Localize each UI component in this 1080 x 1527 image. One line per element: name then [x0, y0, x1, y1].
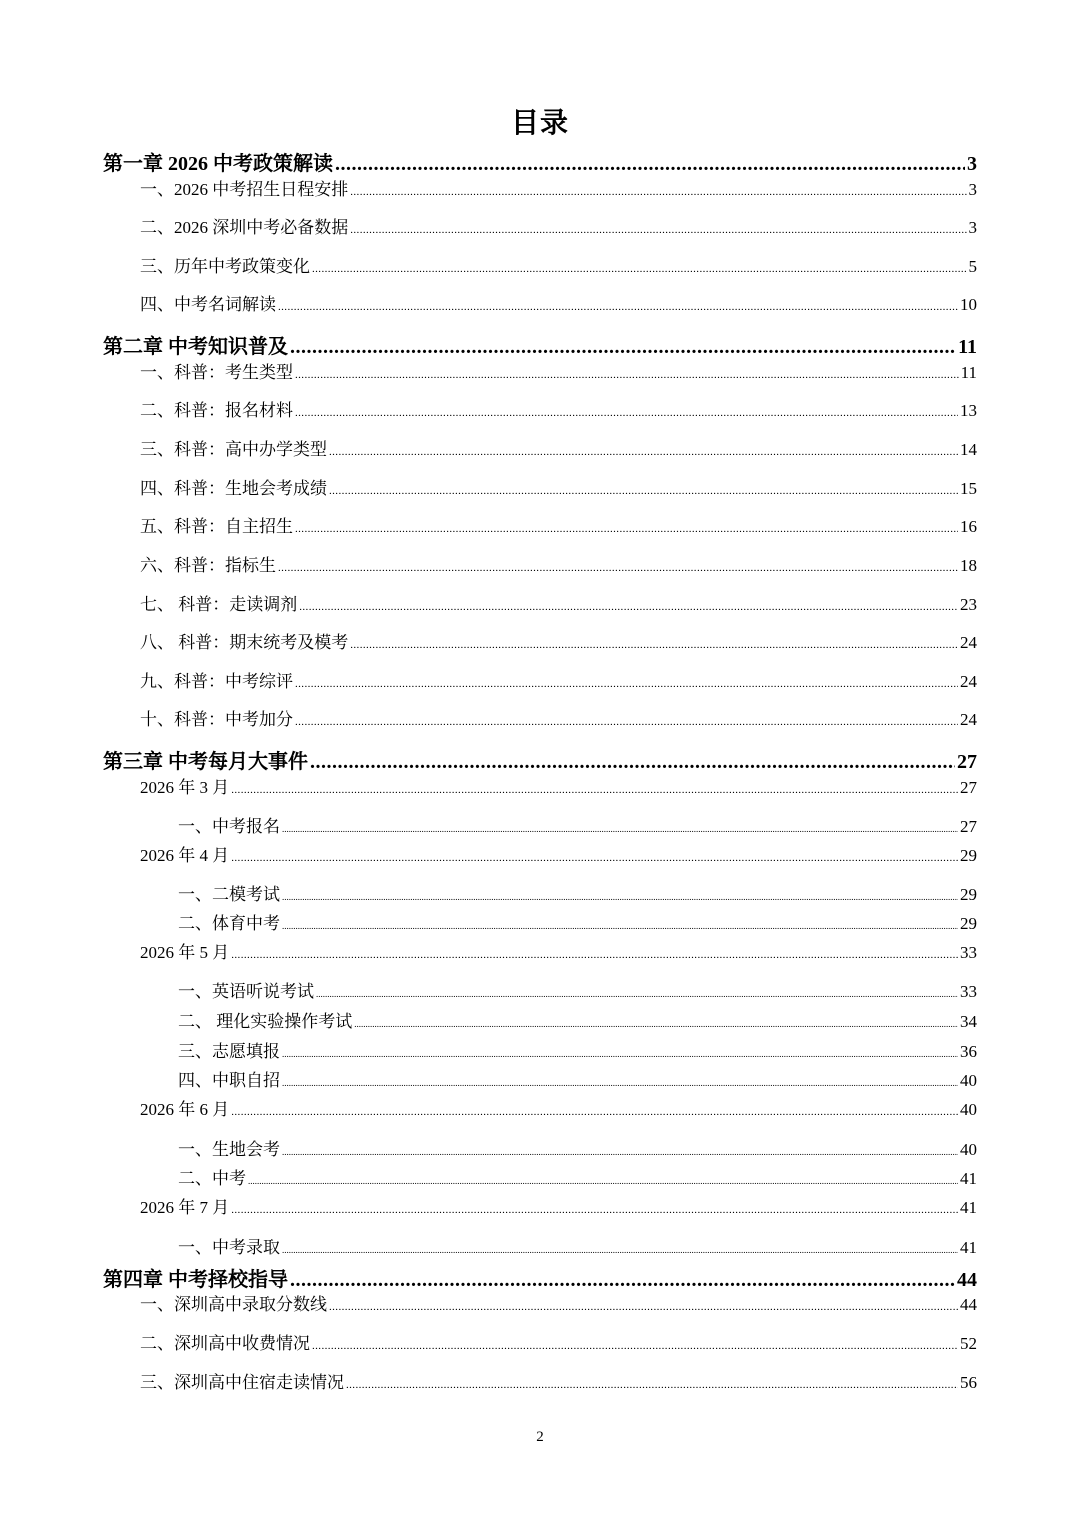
toc-entry-label: 二、深圳高中收费情况 [140, 1334, 310, 1353]
toc-entry-label: 二、科普：报名材料 [140, 401, 293, 420]
toc-entry-page: 10 [960, 295, 977, 314]
toc-entry-label: 六、科普：指标生 [140, 556, 276, 575]
toc-entry-page: 41 [960, 1238, 977, 1257]
toc-entry-label: 一、深圳高中录取分数线 [140, 1295, 327, 1314]
dot-leader [282, 1245, 958, 1255]
toc-entry-page: 27 [957, 751, 977, 773]
dot-leader [295, 678, 958, 690]
toc-entry-page: 3 [968, 218, 977, 237]
dot-leader [278, 562, 958, 574]
toc-entry-month[interactable] [140, 1193, 977, 1218]
toc-entry-label: 四、中职自招 [178, 1071, 280, 1090]
toc-entry-section[interactable] [140, 474, 977, 499]
dot-leader [282, 892, 958, 902]
toc-entry-label: 一、二模考试 [178, 885, 280, 904]
toc-entry-label: 一、2026 中考招生日程安排 [140, 180, 349, 199]
dot-leader [299, 601, 958, 613]
dot-leader [278, 301, 958, 313]
toc-entry-subsection[interactable] [178, 880, 977, 905]
toc-entry-section[interactable] [140, 213, 977, 238]
dot-leader [282, 1049, 958, 1059]
dot-leader [295, 369, 959, 381]
toc-entry-label: 一、生地会考 [178, 1140, 280, 1159]
toc-entry-label: 第四章 中考择校指导 [103, 1269, 288, 1291]
page-title: 目录 [510, 108, 569, 139]
toc-entry-page: 13 [960, 401, 977, 420]
toc-entry-page: 24 [960, 710, 977, 729]
dot-leader [350, 639, 958, 651]
toc-entry-page: 40 [960, 1100, 977, 1119]
toc-entry-page: 5 [968, 257, 977, 276]
toc-entry-label: 八、 科普：期末统考及模考 [140, 633, 349, 652]
toc-entry-label: 2026 年 3 月 [140, 778, 230, 797]
toc-entry-page: 29 [960, 885, 977, 904]
toc-entry-subsection[interactable] [178, 1037, 977, 1062]
toc-entry-page: 44 [957, 1269, 977, 1291]
toc-entry-label: 五、科普：自主招生 [140, 517, 293, 536]
toc-entry-label: 三、历年中考政策变化 [140, 257, 310, 276]
toc-entry-section[interactable] [140, 512, 977, 537]
dot-leader [312, 1340, 958, 1352]
toc-entry-page: 23 [960, 595, 977, 614]
toc-entry-label: 二、 理化实验操作考试 [178, 1012, 353, 1031]
toc-entry-label: 七、 科普：走读调剂 [140, 595, 298, 614]
dot-leader [231, 784, 958, 796]
toc-entry-page: 41 [960, 1169, 977, 1188]
toc-entry-label: 九、科普：中考综评 [140, 672, 293, 691]
toc-entry-label: 三、科普：高中办学类型 [140, 440, 327, 459]
toc-entry-section[interactable] [140, 628, 977, 653]
toc-entry-chapter-3[interactable] [103, 745, 977, 774]
dot-leader [282, 921, 958, 931]
toc-entry-page: 29 [960, 846, 977, 865]
dot-leader [231, 1106, 958, 1118]
dot-leader [316, 989, 958, 999]
toc-entry-label: 二、中考 [178, 1169, 246, 1188]
toc-entry-section[interactable] [140, 1290, 977, 1315]
toc-entry-label: 三、志愿填报 [178, 1042, 280, 1061]
toc-entry-label: 2026 年 7 月 [140, 1198, 230, 1217]
toc-entry-section[interactable] [140, 1368, 977, 1393]
toc-entry-subsection[interactable] [178, 1066, 977, 1091]
page-number: 2 [536, 1429, 544, 1445]
dot-leader [335, 153, 965, 176]
toc-entry-label: 一、中考录取 [178, 1238, 280, 1257]
toc-entry-section[interactable] [140, 705, 977, 730]
toc-entry-subsection[interactable] [178, 1007, 977, 1032]
toc-entry-section[interactable] [140, 667, 977, 692]
toc-entry-section[interactable] [140, 252, 977, 277]
toc-entry-page: 44 [960, 1295, 977, 1314]
dot-leader [329, 485, 958, 497]
dot-leader [346, 1379, 958, 1391]
toc-entry-page: 36 [960, 1042, 977, 1061]
toc-entry-chapter-4[interactable] [103, 1263, 977, 1292]
dot-leader [312, 263, 967, 275]
toc-entry-subsection[interactable] [178, 909, 977, 934]
toc-entry-page: 33 [960, 943, 977, 962]
toc-entry-page: 40 [960, 1071, 977, 1090]
toc-entry-page: 33 [960, 982, 977, 1001]
dot-leader [295, 716, 958, 728]
toc-entry-label: 2026 年 5 月 [140, 943, 230, 962]
dot-leader [231, 1204, 958, 1216]
toc-entry-section[interactable] [140, 358, 977, 383]
toc-entry-page: 15 [960, 479, 977, 498]
toc-entry-page: 27 [960, 817, 977, 836]
toc-entry-page: 3 [968, 180, 977, 199]
toc-entry-month[interactable] [140, 1095, 977, 1120]
toc-entry-month[interactable] [140, 938, 977, 963]
toc-entry-section[interactable] [140, 1329, 977, 1354]
toc-entry-label: 一、中考报名 [178, 817, 280, 836]
toc-entry-label: 二、2026 深圳中考必备数据 [140, 218, 349, 237]
dot-leader [354, 1019, 958, 1029]
toc-entry-page: 24 [960, 633, 977, 652]
toc-entry-page: 14 [960, 440, 977, 459]
dot-leader [350, 186, 966, 198]
dot-leader [329, 1301, 958, 1313]
dot-leader [350, 224, 966, 236]
toc-entry-section[interactable] [140, 435, 977, 460]
toc-entry-label: 二、体育中考 [178, 914, 280, 933]
toc-entry-page: 56 [960, 1373, 977, 1392]
dot-leader [295, 407, 958, 419]
toc-entry-page: 24 [960, 672, 977, 691]
dot-leader [248, 1176, 958, 1186]
toc-entry-month[interactable] [140, 773, 977, 798]
toc-entry-section[interactable] [140, 551, 977, 576]
dot-leader [231, 852, 958, 864]
dot-leader [282, 1147, 958, 1157]
toc-entry-subsection[interactable] [178, 812, 977, 837]
dot-leader [290, 1269, 955, 1292]
toc-entry-label: 2026 年 4 月 [140, 846, 230, 865]
toc-entry-label: 第二章 中考知识普及 [103, 336, 288, 358]
toc-entry-chapter-2[interactable] [103, 330, 977, 359]
toc-entry-label: 四、中考名词解读 [140, 295, 276, 314]
toc-entry-page: 11 [958, 336, 977, 358]
toc-entry-section[interactable] [140, 396, 977, 421]
toc-entry-section[interactable] [140, 590, 977, 615]
toc-entry-section[interactable] [140, 175, 977, 200]
toc-entry-subsection[interactable] [178, 1233, 977, 1258]
dot-leader [310, 751, 955, 774]
dot-leader [282, 1078, 958, 1088]
toc-entry-subsection[interactable] [178, 1164, 977, 1189]
toc-entry-page: 18 [960, 556, 977, 575]
dot-leader [231, 949, 958, 961]
toc-entry-page: 52 [960, 1334, 977, 1353]
toc-entry-label: 一、英语听说考试 [178, 982, 314, 1001]
toc-entry-page: 3 [967, 153, 977, 175]
toc-entry-subsection[interactable] [178, 977, 977, 1002]
toc-entry-month[interactable] [140, 841, 977, 866]
toc-entry-page: 34 [960, 1012, 977, 1031]
toc-entry-page: 16 [960, 517, 977, 536]
toc-entry-page: 29 [960, 914, 977, 933]
toc-entry-label: 一、科普：考生类型 [140, 363, 293, 382]
toc-entry-label: 四、科普：生地会考成绩 [140, 479, 327, 498]
toc-entry-subsection[interactable] [178, 1135, 977, 1160]
toc-entry-label: 十、科普：中考加分 [140, 710, 293, 729]
toc-entry-page: 41 [960, 1198, 977, 1217]
toc-entry-page: 27 [960, 778, 977, 797]
toc-entry-label: 第三章 中考每月大事件 [103, 751, 308, 773]
toc-entry-section[interactable] [140, 290, 977, 315]
toc-entry-label: 第一章 2026 中考政策解读 [103, 153, 333, 175]
dot-leader [295, 523, 958, 535]
dot-leader [329, 446, 958, 458]
toc-entry-label: 2026 年 6 月 [140, 1100, 230, 1119]
toc-entry-page: 11 [960, 363, 977, 382]
dot-leader [290, 336, 956, 359]
toc-entry-label: 三、深圳高中住宿走读情况 [140, 1373, 344, 1392]
toc-entry-page: 40 [960, 1140, 977, 1159]
dot-leader [282, 824, 958, 834]
toc-entry-chapter-1[interactable] [103, 147, 977, 176]
